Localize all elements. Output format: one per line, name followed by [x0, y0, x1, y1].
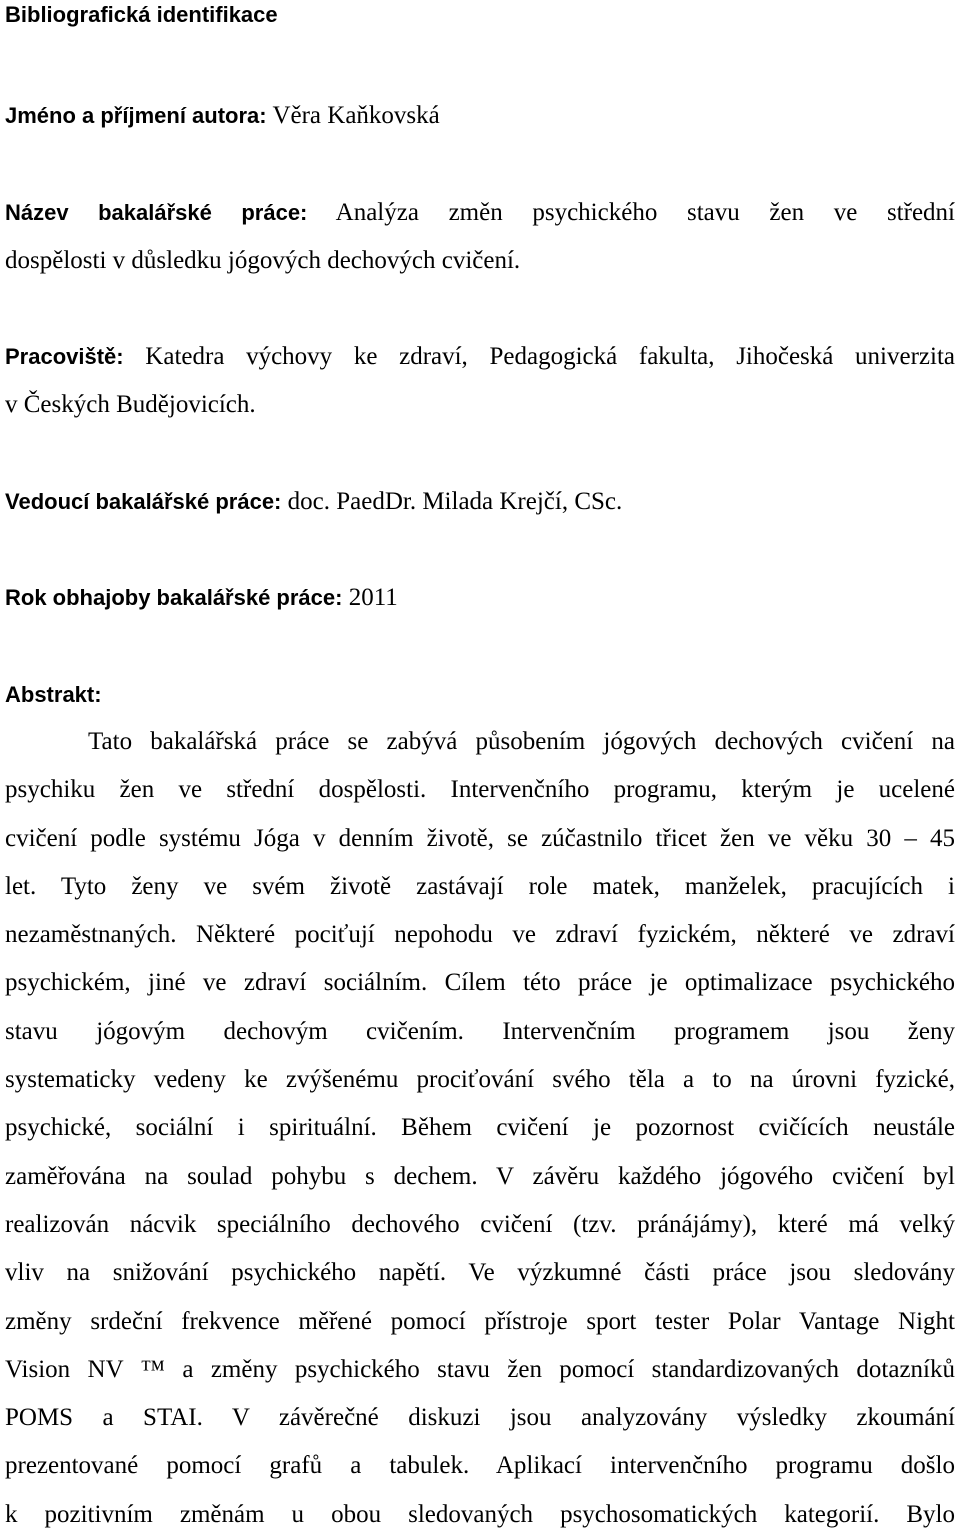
abstract-line: psychické, sociální i spirituální. Během cvičení je pozornost cvičících neustále — [5, 1114, 955, 1142]
abstract-line: vliv na snižování psychického napětí. Ve výzkumné části práce jsou sledovány — [5, 1259, 955, 1287]
workplace-row — [5, 342, 955, 372]
defense-year-label: Rok obhajoby bakalářské práce: — [5, 585, 343, 610]
thesis-title-line1: Analýza změn psychického stavu žen ve střední — [335, 199, 955, 226]
thesis-title-row — [5, 198, 955, 228]
defense-year-row — [5, 583, 955, 613]
supervisor-row — [5, 487, 955, 517]
abstract-line: Vision NV ™ a změny psychického stavu žen pomocí standardizovaných dotazníků — [5, 1355, 955, 1383]
author-row — [5, 101, 955, 131]
defense-year-value: 2011 — [348, 584, 398, 611]
abstract-line: realizován nácvik speciálního dechového cvičení (tzv. pránájámy), které má velký — [5, 1210, 955, 1238]
supervisor-label: Vedoucí bakalářské práce: — [5, 489, 282, 514]
abstract-line: změny srdeční frekvence měřené pomocí přístroje sport tester Polar Vantage Night — [5, 1307, 955, 1335]
abstract-line: nezaměstnaných. Některé pociťují nepohodu ve zdraví fyzickém, některé ve zdraví — [5, 921, 955, 949]
abstract-label: Abstrakt: — [5, 682, 102, 707]
supervisor-value: doc. PaedDr. Milada Krejčí, CSc. — [287, 488, 623, 515]
abstract-line: systematicky vedeny ke zvýšenému prociťování svého těla a to na úrovni fyzické, — [5, 1066, 955, 1094]
workplace-line1: Katedra výchovy ke zdraví, Pedagogická fakulta, Jihočeská univerzita — [145, 343, 956, 370]
author-label: Jméno a příjmení autora: — [5, 103, 267, 128]
abstract-line: zaměřována na soulad pohybu s dechem. V závěru každého jógového cvičení byl — [5, 1162, 955, 1190]
abstract-line: k pozitivním změnám u obou sledovaných psychosomatických kategorií. Bylo — [5, 1500, 955, 1528]
abstract-line: let. Tyto ženy ve svém životě zastávají role matek, manželek, pracujících i — [5, 872, 955, 900]
thesis-title-line2: dospělosti v důsledku jógových dechových cvičení. — [5, 247, 521, 274]
abstract-line: cvičení podle systému Jóga v denním životě, se zúčastnilo třicet žen ve věku 30 – 45 — [5, 824, 955, 852]
thesis-title-label: Název bakalářské práce: — [5, 200, 308, 225]
author-value: Věra Kaňkovská — [272, 102, 440, 129]
abstract-line: psychiku žen ve střední dospělosti. Intervenčního programu, kterým je ucelené — [5, 776, 955, 804]
abstract-body — [5, 718, 955, 1539]
abstract-line: prezentované pomocí grafů a tabulek. Aplikací intervenčního programu došlo — [5, 1452, 955, 1480]
abstract-line: POMS a STAI. V závěrečné diskuzi jsou analyzovány výsledky zkoumání — [5, 1404, 955, 1432]
abstract-line: stavu jógovým dechovým cvičením. Intervenčním programem jsou ženy — [5, 1017, 955, 1045]
workplace-label: Pracoviště: — [5, 344, 124, 369]
abstract-line: psychickém, jiné ve zdraví sociálním. Cílem této práce je optimalizace psychického — [5, 969, 955, 997]
abstract-line: Tato bakalářská práce se zabývá působením jógových dechových cvičení na — [88, 728, 955, 755]
workplace-line2: v Českých Budějovicích. — [5, 391, 256, 418]
page-heading: Bibliografická identifikace — [5, 2, 278, 27]
